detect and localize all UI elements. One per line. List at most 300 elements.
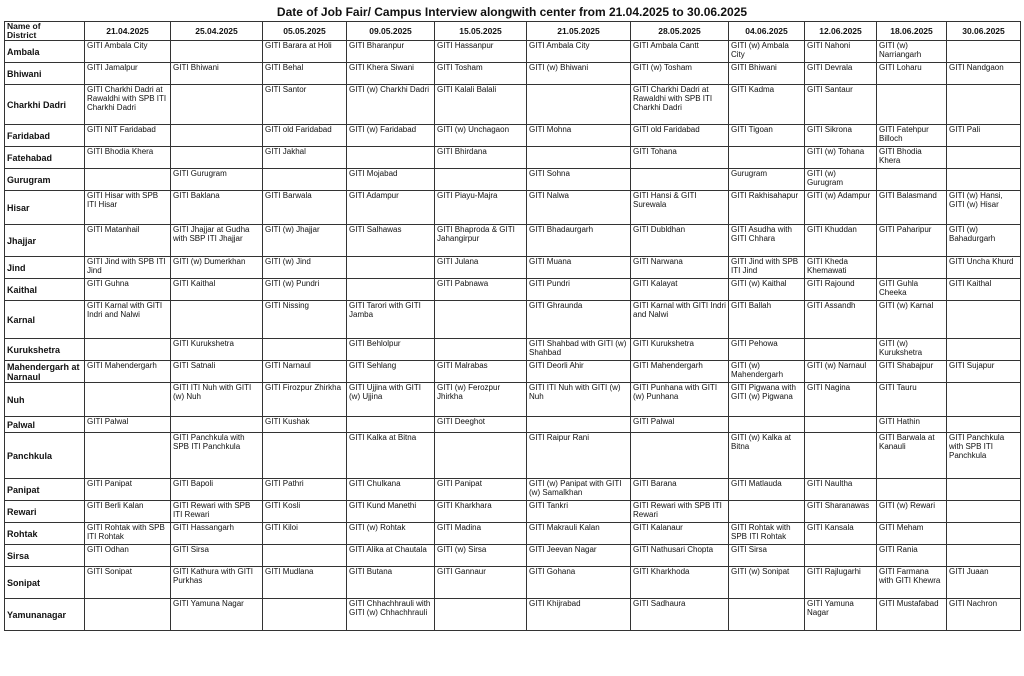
center-cell — [947, 147, 1021, 169]
center-cell: GITI Mudlana — [263, 567, 347, 599]
center-cell: GITI Khera Siwani — [347, 63, 435, 85]
center-cell: GITI Ambala City — [85, 41, 171, 63]
center-cell: GITI Tarori with GITI Jamba — [347, 301, 435, 339]
table-row — [5, 523, 1021, 545]
center-cell: GITI Bhiwani — [729, 63, 805, 85]
center-cell: GITI Palwal — [85, 417, 171, 433]
center-cell: GITI Chhachhrauli with GITI (w) Chhachhrauli — [347, 599, 435, 631]
center-cell: GITI Panipat — [435, 479, 527, 501]
center-cell — [263, 169, 347, 191]
center-cell: GITI Panchkula with SPB ITI Panchkula — [171, 433, 263, 479]
center-cell — [805, 545, 877, 567]
center-cell: GITI Kansala — [805, 523, 877, 545]
center-cell: GITI (w) Dumerkhan — [171, 257, 263, 279]
center-cell: GITI (w) Sirsa — [435, 545, 527, 567]
center-cell: GITI ITI Nuh with GITI (w) Nuh — [527, 383, 631, 417]
table-row — [5, 191, 1021, 225]
table-row — [5, 85, 1021, 125]
center-cell: GITI Sharanawas — [805, 501, 877, 523]
district-name: Panipat — [5, 479, 85, 501]
center-cell: GITI Dubldhan — [631, 225, 729, 257]
center-cell: GITI Yamuna Nagar — [805, 599, 877, 631]
center-cell: GITI Loharu — [877, 63, 947, 85]
center-cell: GITI Bhiwani — [171, 63, 263, 85]
center-cell: GITI Sujapur — [947, 361, 1021, 383]
table-row — [5, 279, 1021, 301]
district-name: Hisar — [5, 191, 85, 225]
center-cell — [347, 147, 435, 169]
center-cell: GITI Pabnawa — [435, 279, 527, 301]
district-name: Faridabad — [5, 125, 85, 147]
center-cell — [435, 169, 527, 191]
center-cell: GITI Kalanaur — [631, 523, 729, 545]
center-cell: GITI Guhla Cheeka — [877, 279, 947, 301]
table-row — [5, 147, 1021, 169]
center-cell: GITI Kathura with GITI Purkhas — [171, 567, 263, 599]
center-cell: GITI Kalka at Bitna — [347, 433, 435, 479]
center-cell — [947, 417, 1021, 433]
center-cell: GITI Malrabas — [435, 361, 527, 383]
center-cell: GITI Farmana with GITI Khewra — [877, 567, 947, 599]
center-cell — [347, 279, 435, 301]
center-cell: GITI Sohna — [527, 169, 631, 191]
center-cell: GITI Behlolpur — [347, 339, 435, 361]
center-cell: GITI Panipat — [85, 479, 171, 501]
center-cell: GITI Shahbad with GITI (w) Shahbad — [527, 339, 631, 361]
center-cell — [347, 257, 435, 279]
date-column-header: 12.06.2025 — [805, 22, 877, 41]
center-cell: GITI (w) Narnaul — [805, 361, 877, 383]
district-name: Sirsa — [5, 545, 85, 567]
center-cell: GITI Nagina — [805, 383, 877, 417]
center-cell: GITI Kosli — [263, 501, 347, 523]
table-row — [5, 225, 1021, 257]
center-cell: GITI Pathri — [263, 479, 347, 501]
schedule-body — [5, 41, 1021, 631]
center-cell: GITI Nahoni — [805, 41, 877, 63]
center-cell: GITI (w) Kalka at Bitna — [729, 433, 805, 479]
center-cell: GITI Butana — [347, 567, 435, 599]
center-cell: GITI Behal — [263, 63, 347, 85]
center-cell: GITI old Faridabad — [631, 125, 729, 147]
center-cell: GITI Sehlang — [347, 361, 435, 383]
center-cell: GITI Matanhail — [85, 225, 171, 257]
center-cell — [171, 301, 263, 339]
center-cell — [947, 545, 1021, 567]
center-cell: GITI Deeghot — [435, 417, 527, 433]
center-cell: GITI Raipur Rani — [527, 433, 631, 479]
document-title: Date of Job Fair/ Campus Interview alongwith center from 21.04.2025 to 30.06.2025 — [276, 5, 748, 19]
center-cell: GITI Karnal with GITI Indri and Nalwi — [631, 301, 729, 339]
center-cell: GITI (w) Hansi, GITI (w) Hisar — [947, 191, 1021, 225]
center-cell: GITI Bapoli — [171, 479, 263, 501]
district-name: Jhajjar — [5, 225, 85, 257]
center-cell: GITI Ghraunda — [527, 301, 631, 339]
district-name: Bhiwani — [5, 63, 85, 85]
center-cell — [947, 501, 1021, 523]
center-cell: GITI Gohana — [527, 567, 631, 599]
center-cell: GITI Matlauda — [729, 479, 805, 501]
center-cell: GITI Rajound — [805, 279, 877, 301]
date-column-header: 18.06.2025 — [877, 22, 947, 41]
center-cell: GITI (w) Adampur — [805, 191, 877, 225]
center-cell: GITI Kaithal — [171, 279, 263, 301]
center-cell: GITI Sadhaura — [631, 599, 729, 631]
center-cell: GITI Rewari with SPB ITI Rewari — [631, 501, 729, 523]
center-cell: GITI Tosham — [435, 63, 527, 85]
center-cell: GITI Hassanpur — [435, 41, 527, 63]
date-column-header: 21.04.2025 — [85, 22, 171, 41]
center-cell: GITI Pigwana with GITI (w) Pigwana — [729, 383, 805, 417]
center-cell: GITI Julana — [435, 257, 527, 279]
table-row — [5, 339, 1021, 361]
district-name: Gurugram — [5, 169, 85, 191]
date-column-header: 25.04.2025 — [171, 22, 263, 41]
district-name: Charkhi Dadri — [5, 85, 85, 125]
center-cell: GITI Berli Kalan — [85, 501, 171, 523]
center-cell — [805, 417, 877, 433]
center-cell: GITI Kiloi — [263, 523, 347, 545]
center-cell: GITI Rohtak with SPB ITI Rohtak — [729, 523, 805, 545]
center-cell: GITI Palwal — [631, 417, 729, 433]
center-cell — [85, 383, 171, 417]
date-column-header: 30.06.2025 — [947, 22, 1021, 41]
table-row — [5, 125, 1021, 147]
center-cell: GITI Guhna — [85, 279, 171, 301]
center-cell: GITI Bhadaurgarh — [527, 225, 631, 257]
center-cell: GITI Devrala — [805, 63, 877, 85]
center-cell — [947, 523, 1021, 545]
center-cell: GITI Rajlugarhi — [805, 567, 877, 599]
district-name: Palwal — [5, 417, 85, 433]
center-cell: GITI Sonipat — [85, 567, 171, 599]
center-cell — [527, 147, 631, 169]
center-cell: GITI Mahendergarh — [631, 361, 729, 383]
center-cell — [263, 545, 347, 567]
center-cell — [805, 433, 877, 479]
center-cell: GITI (w) Rewari — [877, 501, 947, 523]
center-cell — [435, 301, 527, 339]
table-row — [5, 41, 1021, 63]
center-cell: GITI Salhawas — [347, 225, 435, 257]
center-cell — [171, 417, 263, 433]
center-cell: GITI Paharipur — [877, 225, 947, 257]
corner-line1: Name of — [7, 21, 41, 31]
center-cell — [171, 125, 263, 147]
center-cell — [347, 417, 435, 433]
center-cell: GITI Punhana with GITI (w) Punhana — [631, 383, 729, 417]
district-name: Sonipat — [5, 567, 85, 599]
table-row — [5, 383, 1021, 417]
center-cell: GITI Tankri — [527, 501, 631, 523]
center-cell: GITI Kurukshetra — [171, 339, 263, 361]
center-cell: GITI (w) Mahendergarh — [729, 361, 805, 383]
table-row — [5, 545, 1021, 567]
center-cell — [877, 169, 947, 191]
center-cell: GITI Chulkana — [347, 479, 435, 501]
center-cell: GITI Kushak — [263, 417, 347, 433]
center-cell: GITI Deorli Ahir — [527, 361, 631, 383]
center-cell: GITI Jind with SPB ITI Jind — [85, 257, 171, 279]
center-cell — [947, 339, 1021, 361]
district-name: Nuh — [5, 383, 85, 417]
center-cell — [877, 257, 947, 279]
center-cell: GITI Tigoan — [729, 125, 805, 147]
center-cell: GITI Hathin — [877, 417, 947, 433]
date-column-header: 28.05.2025 — [631, 22, 729, 41]
center-cell: GITI Bhodia Khera — [85, 147, 171, 169]
center-cell: GITI Pundri — [527, 279, 631, 301]
center-cell: GITI (w) Narriangarh — [877, 41, 947, 63]
center-cell — [171, 147, 263, 169]
center-cell: GITI Muana — [527, 257, 631, 279]
table-row — [5, 169, 1021, 191]
center-cell — [263, 339, 347, 361]
table-row — [5, 479, 1021, 501]
center-cell: GITI Ujjina with GITI (w) Ujjina — [347, 383, 435, 417]
center-cell — [631, 433, 729, 479]
center-cell: GITI Nandgaon — [947, 63, 1021, 85]
center-cell: GITI (w) Unchagaon — [435, 125, 527, 147]
district-name: Rohtak — [5, 523, 85, 545]
district-column-header — [5, 22, 85, 41]
center-cell: GITI Pehowa — [729, 339, 805, 361]
center-cell: GITI Baklana — [171, 191, 263, 225]
center-cell — [85, 599, 171, 631]
center-cell: GITI Meham — [877, 523, 947, 545]
center-cell — [729, 501, 805, 523]
center-cell — [435, 433, 527, 479]
center-cell: GITI Hassangarh — [171, 523, 263, 545]
date-column-header: 04.06.2025 — [729, 22, 805, 41]
center-cell: GITI Juaan — [947, 567, 1021, 599]
center-cell: GITI (w) Bhiwani — [527, 63, 631, 85]
center-cell: GITI (w) Kaithal — [729, 279, 805, 301]
center-cell — [85, 339, 171, 361]
center-cell: GITI Kadma — [729, 85, 805, 125]
center-cell: GITI (w) Tohana — [805, 147, 877, 169]
center-cell: GITI Bharanpur — [347, 41, 435, 63]
district-name: Karnal — [5, 301, 85, 339]
center-cell — [947, 85, 1021, 125]
center-cell: GITI Fatehpur Billoch — [877, 125, 947, 147]
center-cell: GITI Gurugram — [171, 169, 263, 191]
date-column-header: 21.05.2025 — [527, 22, 631, 41]
table-row — [5, 301, 1021, 339]
center-cell: GITI (w) Charkhi Dadri — [347, 85, 435, 125]
center-cell — [947, 479, 1021, 501]
center-cell: GITI Jakhal — [263, 147, 347, 169]
center-cell: GITI Jhajjar at Gudha with SBP ITI Jhajjar — [171, 225, 263, 257]
center-cell: GITI Sirsa — [171, 545, 263, 567]
center-cell: Gurugram — [729, 169, 805, 191]
center-cell: GITI Gannaur — [435, 567, 527, 599]
center-cell: GITI Shabajpur — [877, 361, 947, 383]
center-cell: GITI Rania — [877, 545, 947, 567]
center-cell: GITI (w) Faridabad — [347, 125, 435, 147]
center-cell — [877, 479, 947, 501]
center-cell: GITI Panchkula with SPB ITI Panchkula — [947, 433, 1021, 479]
center-cell: GITI Mohna — [527, 125, 631, 147]
center-cell: GITI Firozpur Zhirkha — [263, 383, 347, 417]
table-row — [5, 567, 1021, 599]
corner-line2: District — [7, 30, 37, 40]
center-cell: GITI Mojabad — [347, 169, 435, 191]
center-cell: GITI (w) Ferozpur Jhirkha — [435, 383, 527, 417]
header-row — [5, 22, 1021, 41]
center-cell: GITI (w) Karnal — [877, 301, 947, 339]
center-cell: GITI Rewari with SPB ITI Rewari — [171, 501, 263, 523]
center-cell: GITI Bhaproda & GITI Jahangirpur — [435, 225, 527, 257]
center-cell — [631, 169, 729, 191]
center-cell: GITI Khuddan — [805, 225, 877, 257]
center-cell — [729, 147, 805, 169]
center-cell — [947, 169, 1021, 191]
date-column-header: 15.05.2025 — [435, 22, 527, 41]
center-cell: GITI Tauru — [877, 383, 947, 417]
center-cell: GITI (w) Bahadurgarh — [947, 225, 1021, 257]
center-cell: GITI Barara at Holi — [263, 41, 347, 63]
center-cell: GITI Jeevan Nagar — [527, 545, 631, 567]
center-cell: GITI Narnaul — [263, 361, 347, 383]
center-cell: GITI Satnali — [171, 361, 263, 383]
center-cell — [729, 417, 805, 433]
district-name: Kaithal — [5, 279, 85, 301]
center-cell: GITI (w) Ambala City — [729, 41, 805, 63]
center-cell: GITI Nissing — [263, 301, 347, 339]
center-cell: GITI Asudha with GITI Chhara — [729, 225, 805, 257]
center-cell: GITI Adampur — [347, 191, 435, 225]
table-row — [5, 63, 1021, 85]
center-cell: GITI Kharkhoda — [631, 567, 729, 599]
center-cell: GITI Sirsa — [729, 545, 805, 567]
center-cell: GITI Barana — [631, 479, 729, 501]
date-column-header: 09.05.2025 — [347, 22, 435, 41]
center-cell: GITI (w) Kurukshetra — [877, 339, 947, 361]
district-name: Fatehabad — [5, 147, 85, 169]
center-cell: GITI Alika at Chautala — [347, 545, 435, 567]
center-cell — [171, 41, 263, 63]
center-cell: GITI Hansi & GITI Surewala — [631, 191, 729, 225]
center-cell: GITI old Faridabad — [263, 125, 347, 147]
center-cell — [435, 599, 527, 631]
table-row — [5, 257, 1021, 279]
center-cell — [263, 599, 347, 631]
center-cell: GITI Kund Manethi — [347, 501, 435, 523]
center-cell — [85, 433, 171, 479]
center-cell: GITI Kharkhara — [435, 501, 527, 523]
center-cell: GITI NIT Faridabad — [85, 125, 171, 147]
center-cell: GITI Yamuna Nagar — [171, 599, 263, 631]
center-cell: GITI Mahendergarh — [85, 361, 171, 383]
center-cell: GITI Nathusari Chopta — [631, 545, 729, 567]
center-cell: GITI Makrauli Kalan — [527, 523, 631, 545]
center-cell: GITI Rakhisahapur — [729, 191, 805, 225]
district-name: Yamunanagar — [5, 599, 85, 631]
center-cell: GITI Barwala — [263, 191, 347, 225]
center-cell — [947, 41, 1021, 63]
center-cell: GITI Santaur — [805, 85, 877, 125]
table-row — [5, 501, 1021, 523]
center-cell — [527, 85, 631, 125]
center-cell: GITI (w) Jind — [263, 257, 347, 279]
center-cell — [877, 85, 947, 125]
center-cell: GITI Narwana — [631, 257, 729, 279]
district-name: Rewari — [5, 501, 85, 523]
center-cell — [729, 599, 805, 631]
center-cell: GITI Tohana — [631, 147, 729, 169]
center-cell — [263, 433, 347, 479]
center-cell: GITI (w) Sonipat — [729, 567, 805, 599]
center-cell: GITI (w) Rohtak — [347, 523, 435, 545]
center-cell: GITI Rohtak with SPB ITI Rohtak — [85, 523, 171, 545]
center-cell — [171, 85, 263, 125]
center-cell: GITI Sikrona — [805, 125, 877, 147]
center-cell — [947, 301, 1021, 339]
center-cell: GITI Charkhi Dadri at Rawaldhi with SPB ITI Charkhi Dadri — [631, 85, 729, 125]
center-cell: GITI Bhodia Khera — [877, 147, 947, 169]
center-cell: GITI Balasmand — [877, 191, 947, 225]
district-name: Panchkula — [5, 433, 85, 479]
center-cell: GITI Jind with SPB ITI Jind — [729, 257, 805, 279]
center-cell — [85, 169, 171, 191]
center-cell: GITI Nachron — [947, 599, 1021, 631]
center-cell: GITI (w) Tosham — [631, 63, 729, 85]
center-cell: GITI Naultha — [805, 479, 877, 501]
document-page — [4, 3, 1020, 673]
table-row — [5, 433, 1021, 479]
schedule-table — [4, 21, 1021, 631]
center-cell: GITI (w) Gurugram — [805, 169, 877, 191]
center-cell: GITI Santor — [263, 85, 347, 125]
date-column-header: 05.05.2025 — [263, 22, 347, 41]
center-cell: GITI (w) Jhajjar — [263, 225, 347, 257]
center-cell: GITI Kalayat — [631, 279, 729, 301]
center-cell: GITI ITI Nuh with GITI (w) Nuh — [171, 383, 263, 417]
center-cell — [805, 339, 877, 361]
center-cell: GITI Charkhi Dadri at Rawaldhi with SPB ITI Charkhi Dadri — [85, 85, 171, 125]
center-cell — [527, 417, 631, 433]
center-cell: GITI Jamalpur — [85, 63, 171, 85]
center-cell: GITI Mustafabad — [877, 599, 947, 631]
center-cell — [435, 339, 527, 361]
center-cell: GITI Ballah — [729, 301, 805, 339]
center-cell: GITI Odhan — [85, 545, 171, 567]
center-cell: GITI Bhirdana — [435, 147, 527, 169]
center-cell: GITI (w) Pundri — [263, 279, 347, 301]
center-cell: GITI Hisar with SPB ITI Hisar — [85, 191, 171, 225]
center-cell: GITI Nalwa — [527, 191, 631, 225]
center-cell: GITI Assandh — [805, 301, 877, 339]
center-cell: GITI Pali — [947, 125, 1021, 147]
center-cell: GITI Kaithal — [947, 279, 1021, 301]
center-cell: GITI Kurukshetra — [631, 339, 729, 361]
center-cell: GITI (w) Panipat with GITI (w) Samalkhan — [527, 479, 631, 501]
district-name: Jind — [5, 257, 85, 279]
center-cell: GITI Kheda Khemawati — [805, 257, 877, 279]
center-cell: GITI Barwala at Kanauli — [877, 433, 947, 479]
center-cell: GITI Ambala City — [527, 41, 631, 63]
center-cell: GITI Uncha Khurd — [947, 257, 1021, 279]
district-name: Kurukshetra — [5, 339, 85, 361]
table-row — [5, 361, 1021, 383]
district-name: Ambala — [5, 41, 85, 63]
center-cell: GITI Madina — [435, 523, 527, 545]
table-row — [5, 417, 1021, 433]
center-cell: GITI Piayu-Majra — [435, 191, 527, 225]
center-cell: GITI Kalali Balali — [435, 85, 527, 125]
center-cell: GITI Khijrabad — [527, 599, 631, 631]
